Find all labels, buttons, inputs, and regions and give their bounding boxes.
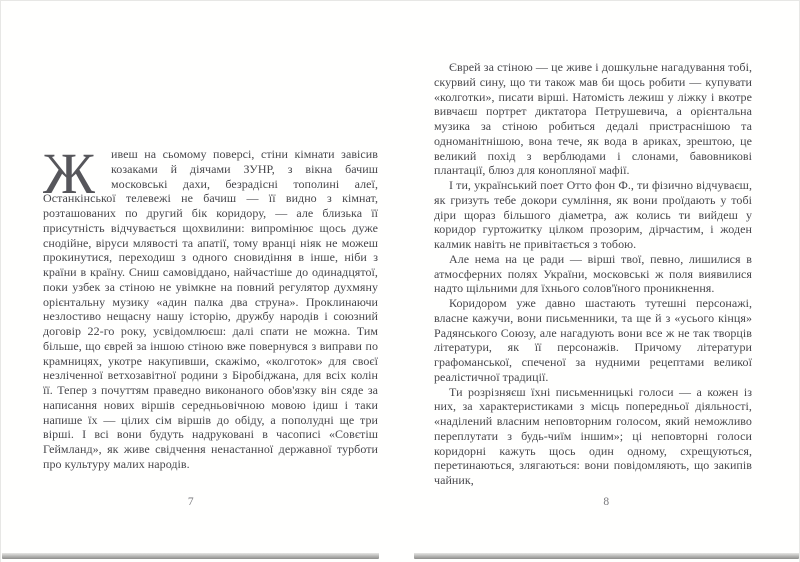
page-number-right: 8 bbox=[603, 496, 610, 508]
left-page-bottom-edge bbox=[2, 553, 379, 559]
right-page-bottom-edge bbox=[414, 553, 799, 559]
left-page-paragraph bbox=[43, 141, 378, 472]
page-number-left: 7 bbox=[187, 496, 195, 508]
right-page-paragraph: Коридором уже давно шастають тутешні персонажі, власне кажучи, вони письменники, та ще й з «усього кінця» Радянського Союзу, але нагадують вони все ж не так творців літератури, як її персонажів. Причому літератури графоманської, спеченої за нудними рецептами великої реалістичної традиції. bbox=[434, 296, 752, 384]
right-page-text-block bbox=[434, 60, 752, 488]
right-page-paragraph: Єврей за стіною — це живе і дошкульне нагадування тобі, скурвий сину, що ти також мав би щось робити — купувати «колготки», писати вірші. Натомість лежиш у ліжку і вкотре вивчаєш портрет диктатора Петрушевича, а орієнтальна музика за стіною робиться дедалі пристраснішою та одноманітнішою, вона тече, як вода в ариках, зрештою, це великий похід з верблюдами і слонами, бавовникові плантації, блюз для конопляної мафії. bbox=[434, 60, 752, 178]
drop-cap-letter: Ж bbox=[43, 141, 96, 206]
left-page-paragraph-text: ивеш на сьомому поверсі, стіни кімнати завісив козаками й діячами ЗУНР, з вікна бачиш московські дахи, безрадісні тополині алеї, Останкінської телевежі не бачиш — її видно з кімнат, розташованих по другий бік коридору, — але близька її присутність відчувається щохвилини: випромінює щось дуже снодійне, віруси млявості та апатії, тому вранці ніяк не можеш прокинутися, переходиш з одного сновидіння в інше, ніби з країни в країну. Сниш самовіддано, найчастіше до одинадцятої, поки узбек за стіною не увімкне на повний регулятор духмяну орієнтальну музику «адин палка два струна». Проклинаючи незлостиво нещасну нашу історію, дружбу народів і союзний договір 22-го року, усвідомлюєш: далі спати не можна. Тим більше, що єврей за іншою стіною вже повернувся з виправи по крамницях, укотре накупивши, скажімо, «колготок» для своєї незліченної ветхозавітної родини з Біробіджана, для всіх колін її. Тепер з почуттям праведно виконаного обов'язку він сяде за написання нових віршів середньовічною мовою ідиш і таки напише їх — цілих сім віршів до обіду, а пополудні ще три вірші. І всі вони будуть надруковані в часописі «Совєтіш Геймланд», як живе свідчення ненастанної державної турботи про культуру малих народів. bbox=[43, 147, 378, 471]
right-page-paragraph: Але нема на це ради — вірші твої, певно, лишилися в атмосферних полях України, московські ж поля виявилися надто щільними для їхнього солов'їного проникнення. bbox=[434, 251, 752, 296]
left-page-text-block bbox=[43, 141, 378, 472]
right-page-paragraph: Ти розрізняєш їхні письменницькі голоси — а кожен із них, за характеристиками з місць попередньої діяльності, «наділений власним неповторним голосом, який неможливо переплутати з будь-чиїм іншим»; ці неповторні голоси коридорні кажуть щось один одному, схрещуються, перетинаються, злягаються: вони повідомляють, що закипів чайник, bbox=[434, 384, 752, 487]
right-page-paragraph: І ти, український поет Отто фон Ф., ти фізично відчуваєш, як гризуть тебе докори сумління, як вони проїдають у тобі діри щораз більшого діаметра, аж колись ти вийдеш у коридор гуртожитку цілком прозорим, дірчастим, і жоден калмик навіть не привітається з тобою. bbox=[434, 178, 752, 251]
